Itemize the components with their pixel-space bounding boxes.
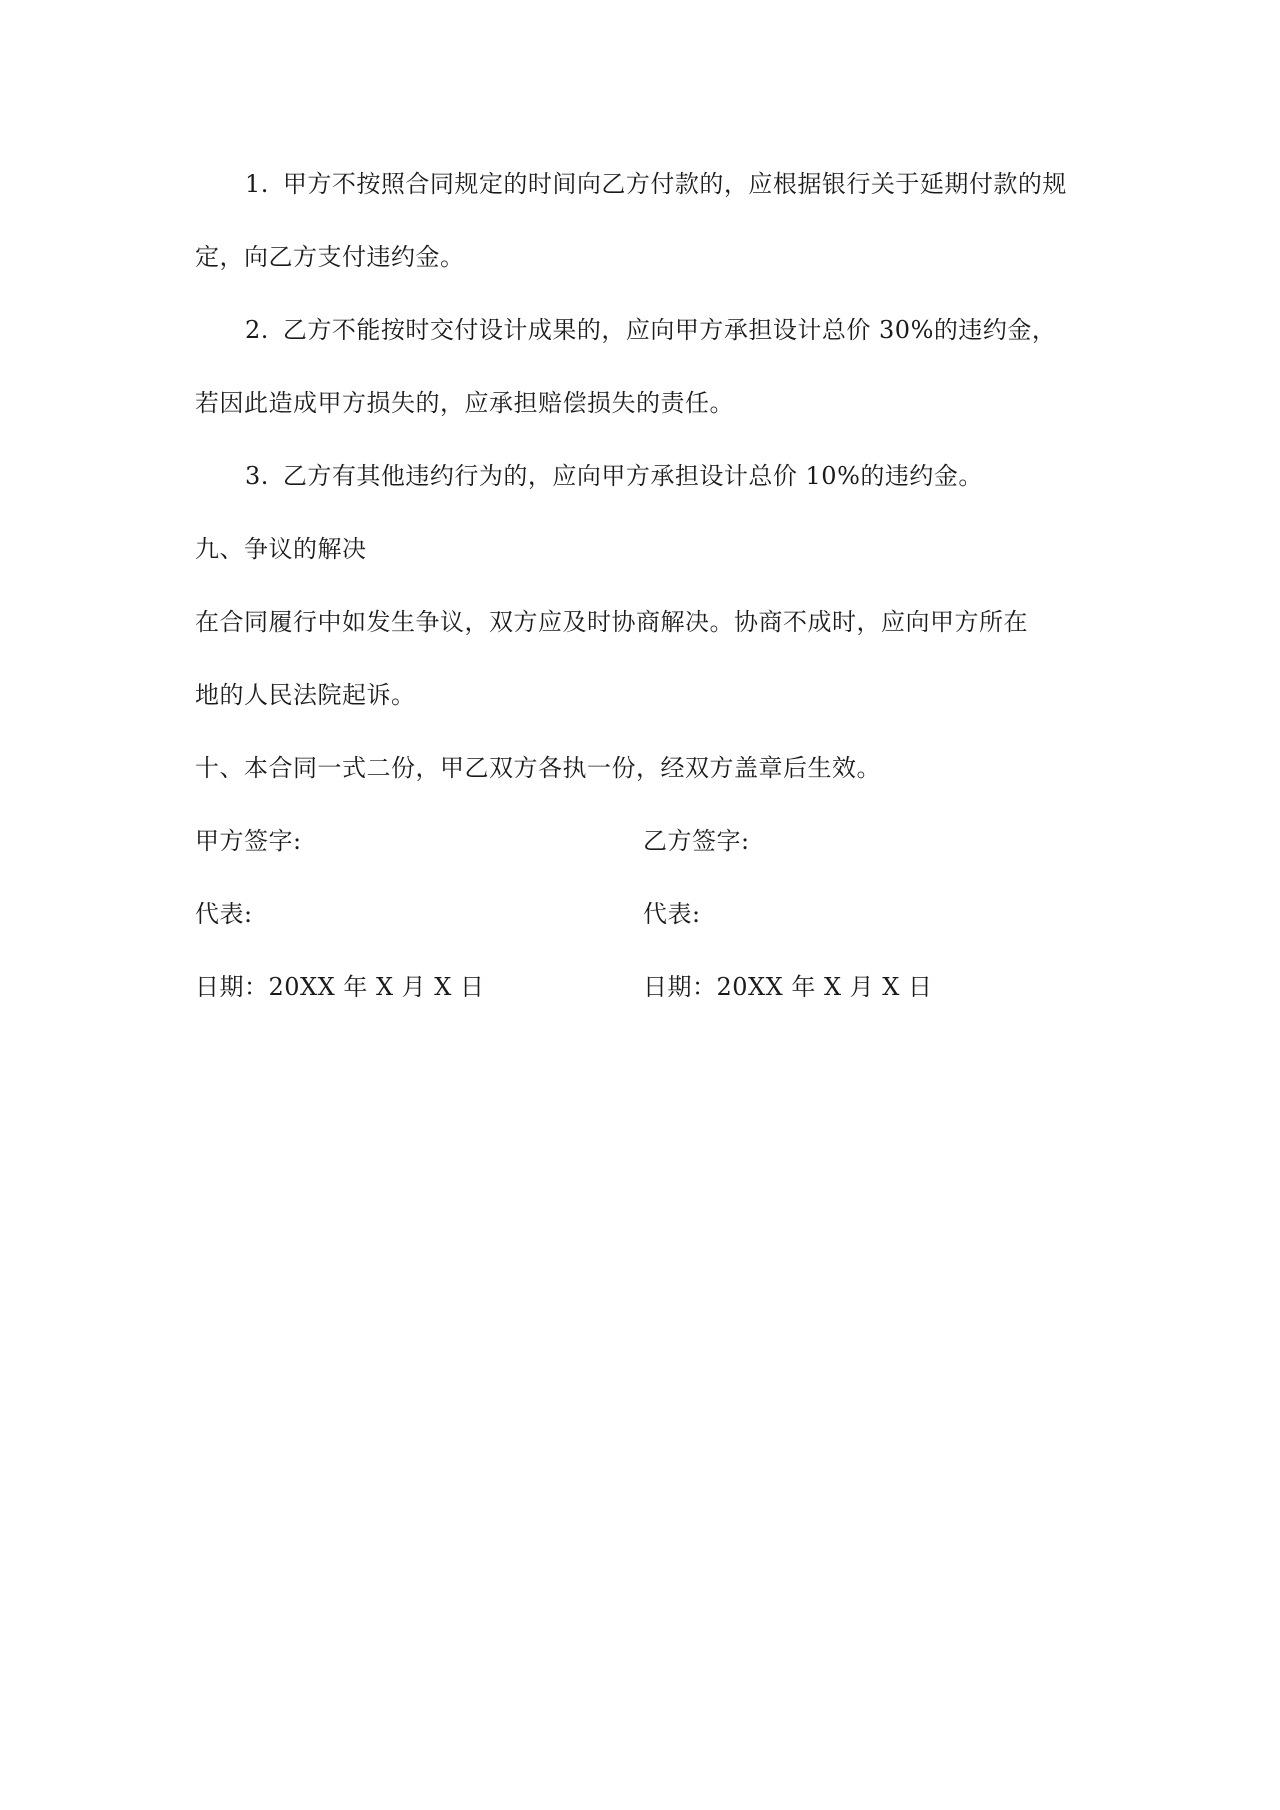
clause-1 bbox=[195, 148, 1095, 221]
section-nine-heading: 九、争议的解决 bbox=[195, 535, 367, 563]
clause-number: 3. bbox=[245, 462, 269, 490]
clause-text: 甲方不按照合同规定的时间向乙方付款的，应根据银行关于延期付款的规 bbox=[282, 170, 1067, 198]
clause-3 bbox=[195, 440, 1095, 513]
signature-row bbox=[195, 805, 1095, 878]
clause-text: 乙方不能按时交付设计成果的，应向甲方承担设计总价 30%的违约金， bbox=[282, 316, 1057, 344]
party-b-signature-label: 乙方签字: bbox=[643, 827, 750, 855]
section-nine-text: 在合同履行中如发生争议，双方应及时协商解决。协商不成时，应向甲方所在 bbox=[195, 608, 1028, 636]
section-ten: 十、本合同一式二份，甲乙双方各执一份，经双方盖章后生效。 bbox=[195, 754, 881, 782]
clause-number: 1. bbox=[245, 170, 269, 198]
party-a-date: 日期：20XX 年 X 月 X 日 bbox=[195, 973, 485, 1001]
clause-1-continuation: 定，向乙方支付违约金。 bbox=[195, 243, 465, 271]
party-b-representative-label: 代表: bbox=[643, 900, 701, 928]
document-body bbox=[195, 148, 1095, 1024]
clause-2-continuation: 若因此造成甲方损失的，应承担赔偿损失的责任。 bbox=[195, 389, 734, 417]
party-a-signature-label: 甲方签字: bbox=[195, 827, 302, 855]
clause-text: 乙方有其他违约行为的，应向甲方承担设计总价 10%的违约金。 bbox=[282, 462, 983, 490]
representative-row bbox=[195, 878, 1095, 951]
clause-number: 2. bbox=[245, 316, 269, 344]
section-nine-text-continuation: 地的人民法院起诉。 bbox=[195, 681, 416, 709]
party-b-date: 日期：20XX 年 X 月 X 日 bbox=[643, 973, 933, 1001]
date-row bbox=[195, 951, 1095, 1024]
party-a-representative-label: 代表: bbox=[195, 900, 253, 928]
clause-2 bbox=[195, 294, 1095, 367]
